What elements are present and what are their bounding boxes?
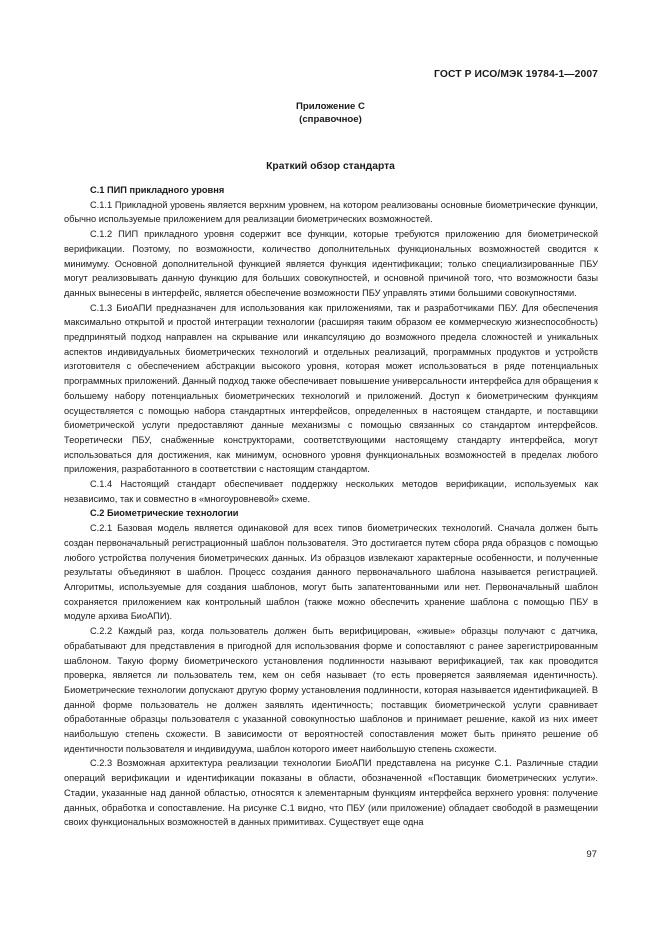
paragraph: С.1.1 Прикладной уровень является верхним уровнем, на котором реализованы основные биометрические функции, обычно используемые приложением для реализации биометрических возможностей. bbox=[64, 199, 598, 225]
page-number: 97 bbox=[586, 849, 597, 860]
document-body bbox=[64, 183, 598, 830]
main-title: Краткий обзор стандарта bbox=[266, 161, 395, 172]
paragraph: С.2.1 Базовая модель является одинаковой для всех типов биометрических технологий. Сначала должен быть создан первоначальный регистрационный шаблон пользователя. Это достигается путем сбора ряда образцов с помощью любого устройства получения биометрических данных. Из образцов извлекают характерные особенности, и полученные результаты объединяют в шаблон. Процесс создания данного первоначального шаблона называется регистрацией. Алгоритмы, используемые для создания шаблонов, могут быть запатентованными или нет. Первоначальный шаблон сохраняется приложением как контрольный шаблон (также можно обеспечить хранение шаблона с помощью ПБУ в модуле архива БиоАПИ). bbox=[64, 523, 598, 622]
standard-code-header: ГОСТ Р ИСО/МЭК 19784-1—2007 bbox=[434, 69, 598, 80]
annex-title: Приложение С bbox=[296, 101, 365, 112]
paragraph: С.1.2 ПИП прикладного уровня содержит все функции, которые требуются приложению для биометрической верификации. Поэтому, по возможности, количество дополнительных функциональных возможностей сводится к минимуму. Основной дополнительной функцией является функция идентификации; только специализированные ПБУ могут реализовывать данную функцию для больших совокупностей, и основной причиной того, что возможности базы данных вынесены в интерфейс, является обеспечение возможности ПБУ управлять этими большими совокупностями. bbox=[64, 229, 598, 298]
annex-heading bbox=[0, 101, 661, 126]
paragraph: С.2.3 Возможная архитектура реализации технологии БиоАПИ представлена на рисунке С.1. Различные стадии операций верификации и идентификации показаны в области, обозначенной «Поставщик биометрических услуги». Стадии, указанные над данной областью, относятся к элементарным функциям интерфейса верхнего уровня: получение данных, обработка и сопоставление. На рисунке С.1 видно, что ПБУ (или приложение) обладает свободой в размещении своих функциональных возможностей в данных примитивах. Существует еще одна bbox=[64, 758, 598, 828]
paragraph: С.1.3 БиоАПИ предназначен для использования как приложениями, так и разработчиками ПБУ. Для обеспечения максимально открытой и простой интеграции технологии (расширяя таким образом ее коммерческую жизнеспособность) предпринятый подход направлен на скрывание или инкапсуляцию до возможного предела сложностей и уникальных аспектов индивидуальных биометрических технологий и отдельных реализаций, программных продуктов и устройств изготовителя с обеспечением абстракции высокого уровня, которая может использоваться в ряде потенциальных программных приложений. Данный подход также обеспечивает повышение универсальности интерфейса для обращения к большему набору потенциальных биометрических технологий и приложений. Доступ к биометрическим функциям осуществляется с помощью набора стандартных интерфейсов, определенных в настоящем стандарте, и поставщики биометрической услуги предоставляют данные механизмы с помощью связанных со стандартом интерфейсов. Теоретически ПБУ, снабженные конструкторами, соответствующими настоящему стандарту интерфейса, могут использоваться для достижения, как минимум, основного уровня функциональных возможностей в пределах любого приложения, разработанного в соответствии с настоящим стандартом. bbox=[64, 302, 598, 475]
annex-note: (справочное) bbox=[299, 113, 362, 125]
section-heading: С.1 ПИП прикладного уровня bbox=[90, 185, 225, 195]
paragraph: С.2.2 Каждый раз, когда пользователь должен быть верифицирован, «живые» образцы получают с датчика, обрабатывают для представления в пригодной для использования форме и сопоставляют с ранее зарегистрированным шаблоном. Такую форму биометрического установления подлинности называют верификацией, так как проводится проверка, является ли пользователь тем, кем он себя называет (то есть проверяется заявляемая идентичность). Биометрические технологии допускают другую форму установления подлинности, которая называется идентификацией. В данной форме пользователь не должен заявлять идентичность; поставщик биометрической услуги сравнивает обработанные образцы пользователя с указанной совокупностью шаблонов и принимает решение, какой из них имеет наибольшую степень схожести. В зависимости от вероятностей сопоставления может быть принято решение об идентичности пользователя и индивидуума, шаблон которого имеет наибольшую степень схожести. bbox=[64, 626, 598, 754]
section-heading: С.2 Биометрические технологии bbox=[90, 508, 239, 519]
paragraph: С.1.4 Настоящий стандарт обеспечивает поддержку нескольких методов верификации, используемых как независимо, так и совместно в «многоуровневой» схеме. bbox=[64, 479, 598, 504]
